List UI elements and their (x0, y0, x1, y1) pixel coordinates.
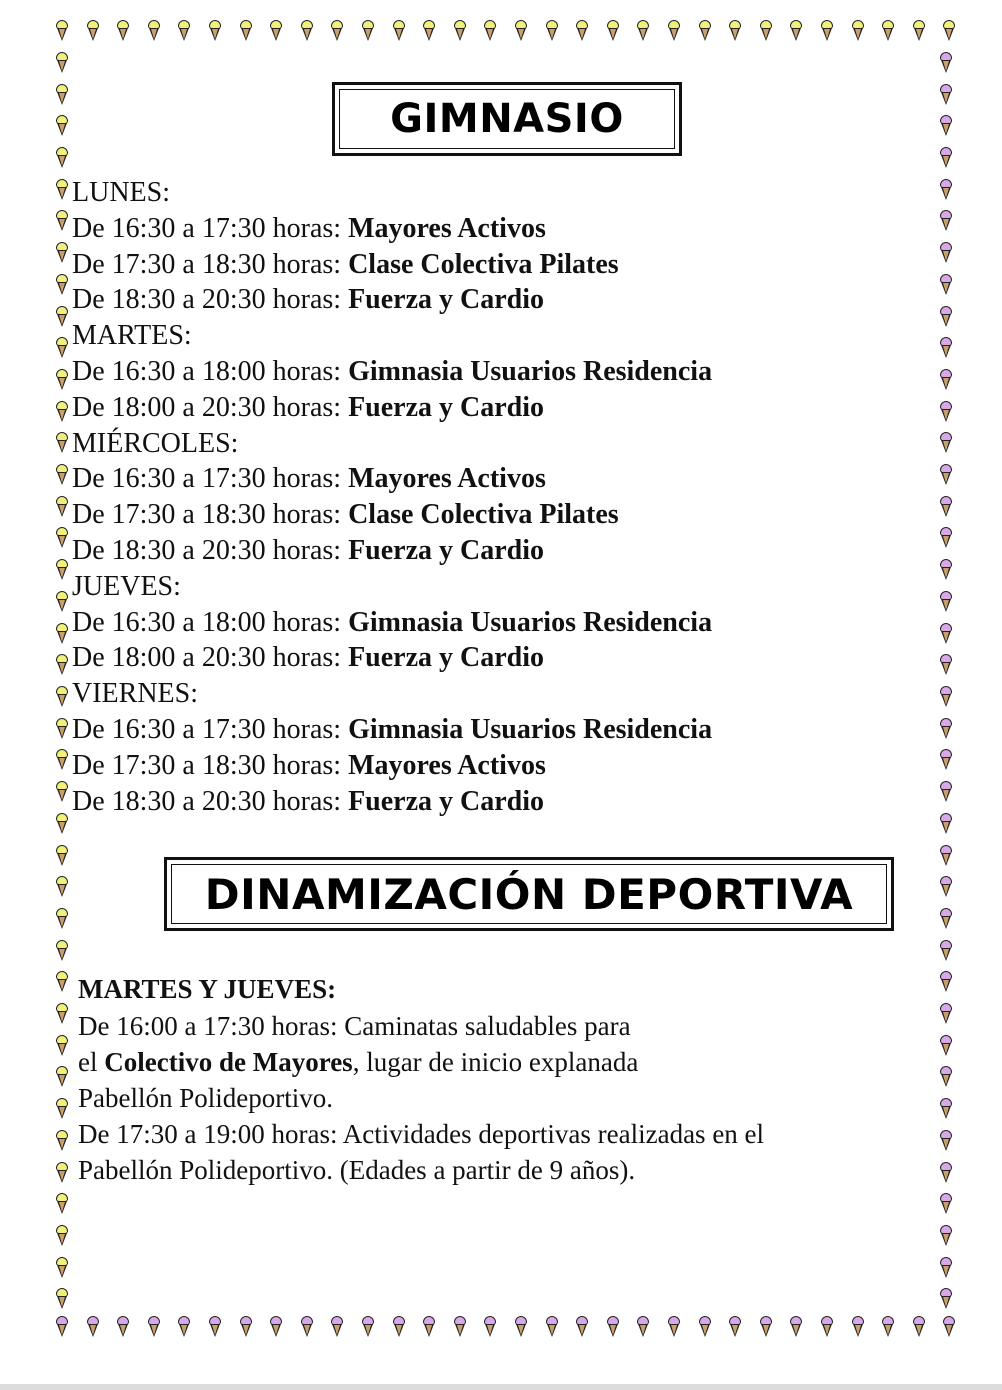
ice-cream-cone-icon (940, 813, 952, 835)
ice-cream-cone-icon (940, 686, 952, 708)
ice-cream-cone-icon (790, 20, 802, 42)
ice-cream-cone-icon (940, 242, 952, 264)
slot-activity: Gimnasia Usuarios Residencia (348, 714, 713, 745)
slot-time: De 16:30 a 17:30 horas: (72, 213, 349, 244)
ice-cream-cone-icon (699, 1316, 711, 1338)
ice-cream-cone-icon (668, 1316, 680, 1338)
ice-cream-cone-icon (607, 20, 619, 42)
slot-activity: Fuerza y Cardio (348, 786, 545, 817)
ice-cream-cone-icon (270, 1316, 282, 1338)
ice-cream-cone-icon (56, 1162, 68, 1184)
ice-cream-cone-icon (331, 20, 343, 42)
ice-cream-cone-icon (393, 1316, 405, 1338)
slot-time: De 18:00 a 20:30 horas: (72, 642, 349, 673)
ice-cream-cone-icon (940, 718, 952, 740)
ice-cream-cone-icon (940, 464, 952, 486)
ice-cream-cone-icon (940, 1066, 952, 1088)
slot-activity: Clase Colectiva Pilates (348, 249, 619, 280)
day-label: VIERNES: (72, 678, 198, 709)
schedule-slot (72, 713, 712, 747)
ice-cream-cone-icon (668, 20, 680, 42)
ice-cream-cone-icon (940, 1257, 952, 1279)
ice-cream-cone-icon (362, 20, 374, 42)
schedule-slot (72, 749, 546, 783)
ice-cream-cone-icon (56, 718, 68, 740)
ice-cream-cone-icon (240, 20, 252, 42)
ice-cream-cone-icon (56, 971, 68, 993)
ice-cream-cone-icon (607, 1316, 619, 1338)
dinamizacion-line-5: Pabellón Polideportivo. (Edades a partir de 9 años). (78, 1155, 636, 1185)
ice-cream-cone-icon (362, 1316, 374, 1338)
ice-cream-cone-icon (56, 591, 68, 613)
colectivo-mayores-text: Colectivo de Mayores (104, 1047, 353, 1077)
ice-cream-cone-icon (393, 20, 405, 42)
slot-activity: Fuerza y Cardio (348, 392, 545, 423)
dinamizacion-line-2 (78, 1045, 638, 1079)
ice-cream-cone-icon (301, 20, 313, 42)
ice-cream-cone-icon (940, 876, 952, 898)
ice-cream-cone-icon (940, 749, 952, 771)
ice-cream-cone-icon (56, 1130, 68, 1152)
ice-cream-cone-icon (940, 84, 952, 106)
ice-cream-cone-icon (760, 1316, 772, 1338)
schedule-slot (72, 606, 712, 640)
ice-cream-cone-icon (576, 20, 588, 42)
schedule-slot (72, 498, 619, 532)
ice-cream-cone-icon (940, 179, 952, 201)
ice-cream-cone-icon (940, 845, 952, 867)
ice-cream-cone-icon (56, 242, 68, 264)
slot-activity: Gimnasia Usuarios Residencia (348, 607, 713, 638)
schedule-slot (72, 462, 546, 496)
dinamizacion-line-2-post: , lugar de inicio explanada (352, 1047, 639, 1077)
ice-cream-cone-icon (56, 369, 68, 391)
ice-cream-cone-icon (148, 20, 160, 42)
ice-cream-cone-icon (117, 1316, 129, 1338)
ice-cream-cone-icon (56, 527, 68, 549)
ice-cream-cone-icon (913, 1316, 925, 1338)
ice-cream-cone-icon (515, 20, 527, 42)
ice-cream-cone-icon (940, 1193, 952, 1215)
ice-cream-cone-icon (940, 1003, 952, 1025)
slot-time: De 18:30 a 20:30 horas: (72, 786, 349, 817)
ice-cream-cone-icon (56, 337, 68, 359)
ice-cream-cone-icon (56, 115, 68, 137)
ice-cream-cone-icon (821, 1316, 833, 1338)
ice-cream-cone-icon (637, 1316, 649, 1338)
ice-cream-cone-icon (484, 20, 496, 42)
ice-cream-cone-icon (56, 876, 68, 898)
ice-cream-cone-icon (940, 115, 952, 137)
schedule-slot (72, 641, 544, 675)
dinamizacion-title-text: DINAMIZACIÓN DEPORTIVA (204, 869, 854, 919)
ice-cream-cone-icon (852, 20, 864, 42)
dinamizacion-line-3: Pabellón Polideportivo. (78, 1083, 333, 1113)
schedule-slot (72, 355, 712, 389)
ice-cream-cone-icon (454, 20, 466, 42)
ice-cream-cone-icon (913, 20, 925, 42)
ice-cream-cone-icon (178, 20, 190, 42)
ice-cream-cone-icon (117, 20, 129, 42)
ice-cream-cone-icon (940, 432, 952, 454)
ice-cream-cone-icon (515, 1316, 527, 1338)
ice-cream-cone-icon (56, 813, 68, 835)
ice-cream-cone-icon (940, 210, 952, 232)
slot-time: De 18:30 a 20:30 horas: (72, 535, 349, 566)
ice-cream-cone-icon (729, 20, 741, 42)
schedule-slot (72, 283, 544, 317)
ice-cream-cone-icon (423, 1316, 435, 1338)
slot-time: De 16:30 a 17:30 horas: (72, 463, 349, 494)
ice-cream-cone-icon (940, 908, 952, 930)
ice-cream-cone-icon (56, 84, 68, 106)
ice-cream-cone-icon (56, 401, 68, 423)
dinamizacion-line-1: De 16:00 a 17:30 horas: Caminatas saludables para (78, 1011, 631, 1041)
ice-cream-cone-icon (940, 1225, 952, 1247)
day-label: MIÉRCOLES: (72, 428, 239, 459)
ice-cream-cone-icon (56, 1225, 68, 1247)
ice-cream-cone-icon (699, 20, 711, 42)
ice-cream-cone-icon (56, 432, 68, 454)
ice-cream-cone-icon (209, 1316, 221, 1338)
schedule-slot (72, 212, 546, 246)
day-label: LUNES: (72, 177, 170, 208)
ice-cream-cone-icon (576, 1316, 588, 1338)
dinamizacion-line-2-pre: el (78, 1047, 105, 1077)
ice-cream-cone-icon (56, 1257, 68, 1279)
ice-cream-cone-icon (940, 1130, 952, 1152)
ice-cream-cone-icon (56, 845, 68, 867)
ice-cream-cone-icon (760, 20, 772, 42)
ice-cream-cone-icon (56, 274, 68, 296)
ice-cream-cone-icon (56, 686, 68, 708)
slot-activity: Gimnasia Usuarios Residencia (348, 356, 713, 387)
ice-cream-cone-icon (940, 369, 952, 391)
ice-cream-cone-icon (852, 1316, 864, 1338)
slot-activity: Clase Colectiva Pilates (348, 499, 619, 530)
ice-cream-cone-icon (56, 52, 68, 74)
ice-cream-cone-icon (943, 20, 955, 42)
slot-time: De 17:30 a 18:30 horas: (72, 499, 349, 530)
ice-cream-cone-icon (821, 20, 833, 42)
ice-cream-cone-icon (423, 20, 435, 42)
ice-cream-cone-icon (940, 337, 952, 359)
ice-cream-cone-icon (87, 1316, 99, 1338)
ice-cream-cone-icon (940, 147, 952, 169)
ice-cream-cone-icon (56, 559, 68, 581)
ice-cream-cone-icon (454, 1316, 466, 1338)
schedule-slot (72, 534, 544, 568)
ice-cream-cone-icon (56, 1035, 68, 1057)
ice-cream-cone-icon (484, 1316, 496, 1338)
ice-cream-cone-icon (637, 20, 649, 42)
ice-cream-cone-icon (940, 1098, 952, 1120)
ice-cream-cone-icon (56, 147, 68, 169)
ice-cream-cone-icon (56, 749, 68, 771)
ice-cream-cone-icon (240, 1316, 252, 1338)
ice-cream-cone-icon (178, 1316, 190, 1338)
dinamizacion-line-4: De 17:30 a 19:00 horas: Actividades deportivas realizadas en el (78, 1119, 765, 1149)
ice-cream-cone-icon (56, 179, 68, 201)
slot-activity: Mayores Activos (348, 213, 546, 244)
ice-cream-cone-icon (56, 654, 68, 676)
slot-time: De 17:30 a 18:30 horas: (72, 249, 349, 280)
slot-time: De 16:30 a 18:00 horas: (72, 607, 349, 638)
ice-cream-cone-icon (209, 20, 221, 42)
ice-cream-cone-icon (940, 559, 952, 581)
ice-cream-cone-icon (546, 1316, 558, 1338)
ice-cream-cone-icon (729, 1316, 741, 1338)
schedule-slot (72, 391, 544, 425)
schedule-slot (72, 785, 544, 819)
ice-cream-cone-icon (56, 306, 68, 328)
gimnasio-title-text: GIMNASIO (390, 96, 624, 142)
ice-cream-cone-icon (56, 1193, 68, 1215)
ice-cream-cone-icon (56, 210, 68, 232)
ice-cream-cone-icon (790, 1316, 802, 1338)
slot-activity: Mayores Activos (348, 750, 546, 781)
ice-cream-cone-icon (940, 306, 952, 328)
ice-cream-cone-icon (940, 1035, 952, 1057)
ice-cream-cone-icon (301, 1316, 313, 1338)
ice-cream-cone-icon (940, 654, 952, 676)
ice-cream-cone-icon (940, 496, 952, 518)
ice-cream-cone-icon (56, 940, 68, 962)
dinamizacion-title (164, 857, 894, 931)
slot-time: De 16:30 a 17:30 horas: (72, 714, 349, 745)
ice-cream-cone-icon (148, 1316, 160, 1338)
day-label: MARTES: (72, 320, 192, 351)
page-bottom-edge (0, 1384, 1002, 1390)
slot-time: De 17:30 a 18:30 horas: (72, 750, 349, 781)
ice-cream-cone-icon (56, 1003, 68, 1025)
ice-cream-cone-icon (940, 591, 952, 613)
ice-cream-cone-icon (56, 496, 68, 518)
ice-cream-cone-icon (940, 781, 952, 803)
ice-cream-cone-icon (940, 623, 952, 645)
ice-cream-cone-icon (882, 20, 894, 42)
ice-cream-cone-icon (56, 464, 68, 486)
ice-cream-cone-icon (940, 527, 952, 549)
ice-cream-cone-icon (87, 20, 99, 42)
ice-cream-cone-icon (940, 1288, 952, 1310)
ice-cream-cone-icon (940, 52, 952, 74)
slot-activity: Fuerza y Cardio (348, 535, 545, 566)
ice-cream-cone-icon (56, 20, 68, 42)
slot-activity: Mayores Activos (348, 463, 546, 494)
slot-activity: Fuerza y Cardio (348, 284, 545, 315)
ice-cream-cone-icon (56, 908, 68, 930)
ice-cream-cone-icon (882, 1316, 894, 1338)
dinamizacion-days-label: MARTES Y JUEVES: (78, 974, 337, 1004)
slot-time: De 16:30 a 18:00 horas: (72, 356, 349, 387)
ice-cream-cone-icon (940, 401, 952, 423)
ice-cream-cone-icon (56, 1098, 68, 1120)
ice-cream-cone-icon (940, 971, 952, 993)
ice-cream-cone-icon (56, 781, 68, 803)
day-label: JUEVES: (72, 571, 181, 602)
ice-cream-cone-icon (270, 20, 282, 42)
ice-cream-cone-icon (940, 274, 952, 296)
ice-cream-cone-icon (56, 1066, 68, 1088)
ice-cream-cone-icon (546, 20, 558, 42)
ice-cream-cone-icon (940, 940, 952, 962)
ice-cream-cone-icon (940, 1162, 952, 1184)
gimnasio-title (332, 82, 682, 156)
ice-cream-cone-icon (56, 1316, 68, 1338)
slot-activity: Fuerza y Cardio (348, 642, 545, 673)
schedule-slot (72, 248, 619, 282)
ice-cream-cone-icon (56, 623, 68, 645)
ice-cream-cone-icon (943, 1316, 955, 1338)
ice-cream-cone-icon (331, 1316, 343, 1338)
slot-time: De 18:00 a 20:30 horas: (72, 392, 349, 423)
slot-time: De 18:30 a 20:30 horas: (72, 284, 349, 315)
ice-cream-cone-icon (56, 1288, 68, 1310)
